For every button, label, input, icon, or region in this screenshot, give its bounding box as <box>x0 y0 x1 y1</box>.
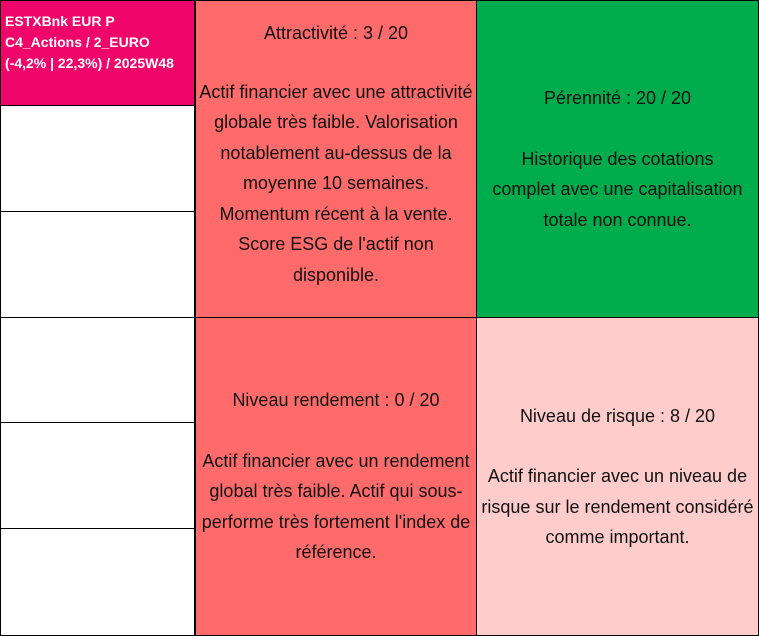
perennite-tile <box>476 0 759 318</box>
asset-performance-period: (-4,2% | 22,3%) / 2025W48 <box>5 55 174 71</box>
empty-cell-4 <box>0 422 195 529</box>
attractivite-tile <box>195 0 477 318</box>
risque-score: Niveau de risque : 8 / 20 <box>519 405 716 426</box>
empty-cell-3 <box>0 317 195 423</box>
attractivite-score: Attractivité : 3 / 20 <box>263 23 409 43</box>
empty-cell-2 <box>0 211 195 318</box>
asset-label-cell <box>0 0 195 106</box>
asset-name: ESTXBnk EUR P <box>5 13 115 29</box>
perennite-description: Historique des cotations complet avec une capitalisation totale non connue. <box>492 148 743 230</box>
attractivite-description: Actif financier avec une attractivité globale très faible. Valorisation notablement au-dessus de la moyenne 10 semaines. Momentum récent à la vente. Score ESG de l'actif non disponible. <box>199 81 473 285</box>
perennite-score: Pérennité : 20 / 20 <box>543 88 692 108</box>
rendement-description: Actif financier avec un rendement global très faible. Actif qui sous-performe très fortement l'index de référence. <box>201 450 471 563</box>
empty-cell-1 <box>0 105 195 212</box>
asset-category: C4_Actions / 2_EURO <box>5 34 150 50</box>
rendement-score: Niveau rendement : 0 / 20 <box>232 390 440 411</box>
empty-cell-5 <box>0 528 195 636</box>
rendement-tile <box>195 317 477 636</box>
risque-description: Actif financier avec un niveau de risque sur le rendement considéré comme important. <box>481 466 754 547</box>
risque-tile <box>476 317 759 636</box>
